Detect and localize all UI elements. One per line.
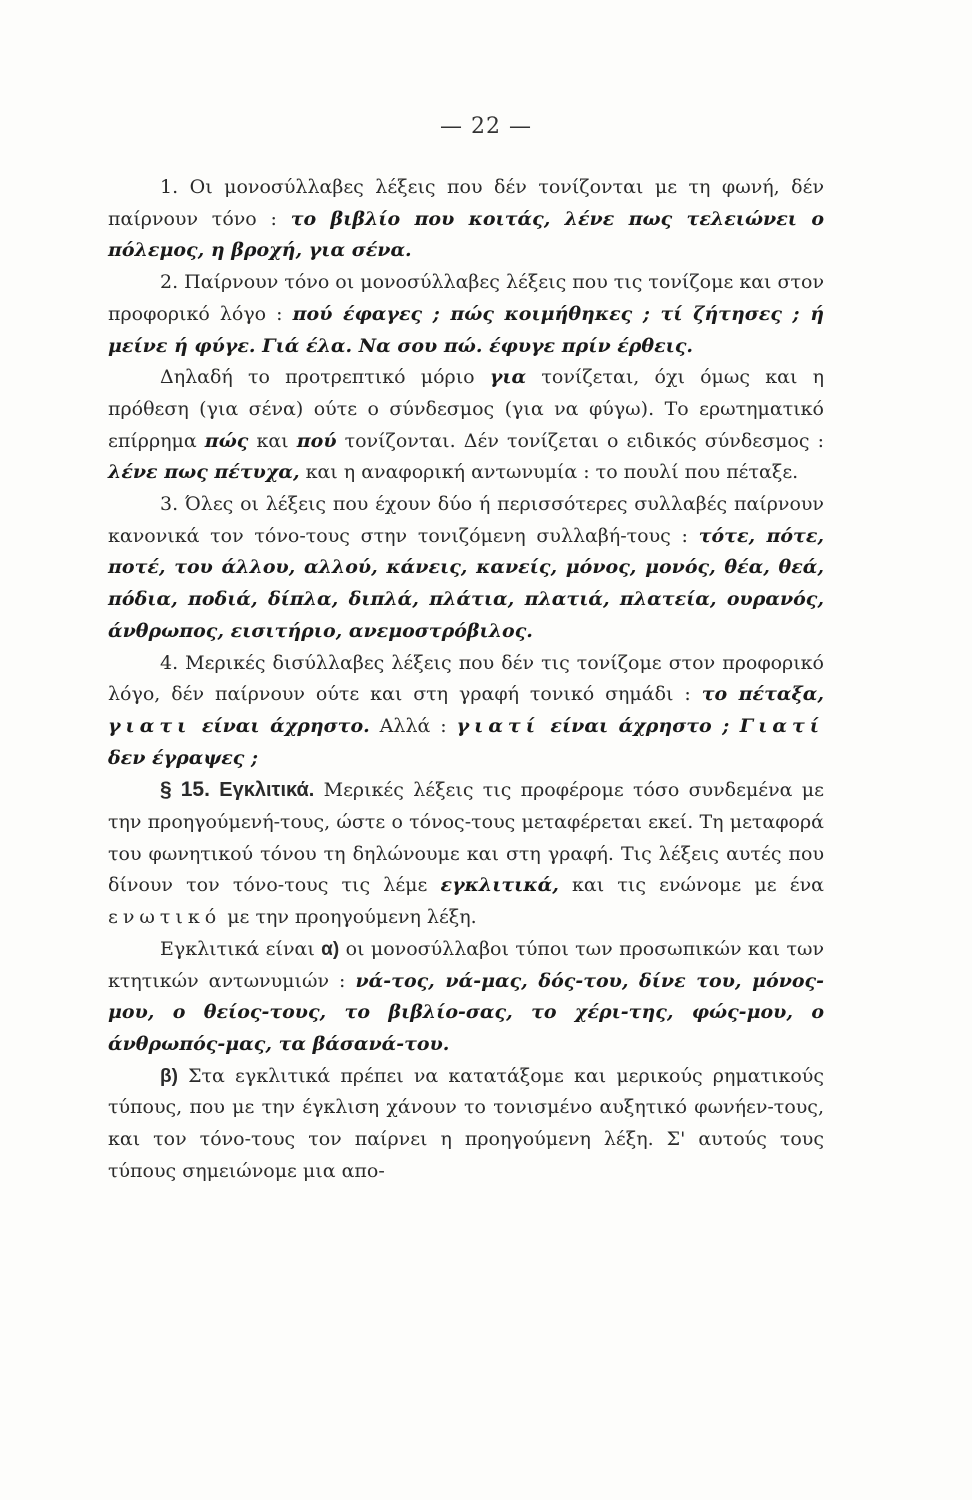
paragraph-text: Αλλά : [369,714,457,737]
page-body [108,172,824,1188]
example-text: για [489,366,527,389]
spaced-term: ενωτικό [108,906,222,929]
section-number: § 15. [160,778,210,802]
example-text: πώς [204,429,249,452]
paragraph-text: 2. Παίρνουν τόνο οι μονοσύλλαβες λέξεις που τις τονίζομε και στον προφορικό λόγο : [108,271,825,325]
page-number: — 22 — [440,114,532,139]
example-text: είναι άχρηστο ; [539,714,740,737]
paragraph-beta [108,1061,824,1188]
paragraph-text: Εγκλιτικά είναι [160,937,322,960]
paragraph-2 [108,267,824,362]
spaced-example: γιατί [456,714,540,737]
example-text: νά-τος, νά-μας, δός-του, δίνε του, μόνος-μου, ο θείος-τους, το βιβλίο-σας, το χέρι-της, φώς-μου, ο άνθρωπός-μας, τα βάσανά-του. [108,969,825,1055]
paragraph-text: τονίζεται, όχι όμως και η πρόθεση (για σένα) ούτε ο σύνδεσμος (για να φύγω). Το ερωτηματικό επίρρημα [108,366,824,452]
paragraph-text: και [248,429,297,452]
section-title: Εγκλιτικά. [219,779,315,802]
example-text: δεν έγραψες ; [108,746,259,769]
spaced-example: Γιατί [739,714,825,737]
paragraph-text: Δηλαδή το προτρεπτικό μόριο [160,366,490,389]
paragraph-3 [108,362,824,489]
term-text: εγκλιτικά, [440,874,559,897]
spaced-example: γιατι [108,714,192,737]
paragraph-text: 4. Μερικές δισύλλαβες λέξεις που δέν τις τονίζομε στον προφορικό λόγο, δέν παίρνουν ούτε και στη γραφή τονικό σημάδι : [108,651,824,706]
example-text: πού έφαγες ; πώς κοιμήθηκες ; τί ζήτησες ; ή μείνε ή φύγε. Γιά έλα. Να σου πώ. έφυγε πρίν έρθεις. [108,302,825,357]
example-text: πού [296,429,337,452]
paragraph-text: οι μονοσύλλαβοι τύποι των προσωπικών και των κτητικών αντωνυμιών : [108,937,824,992]
paragraph-1 [108,172,824,267]
paragraph-5 [108,648,824,775]
paragraph-text: και η αναφορική αντωνυμία : το πουλί που πέταξε. [299,461,799,484]
paragraph-alpha [108,934,824,1061]
paragraph-text: 1. Οι μονοσύλλαβες λέξεις που δέν τονίζονται με τη φωνή, δέν παίρνουν τόνο : [108,176,824,230]
paragraph-text: Μερικές λέξεις τις προφέρομε τόσο συνδεμένα με την προηγούμενή-τους, ώστε ο τόνος-τους μεταφέρεται εκεί. Τη μεταφορά του φωνητικού τόνου τη δηλώνουμε και στη γραφή. Τις λέξεις αυτές που δίνουν τον τόνο-τους τις λέμε [108,779,824,897]
paragraph-4 [108,489,824,648]
example-text: τότε, πότε, ποτέ, του άλλου, αλλού, κάνεις, κανείς, μόνος, μονός, θέα, θεά, πόδια, ποδιά, δίπλα, διπλά, πλάτια, πλατιά, πλατεία, ουρανός, άνθρωπος, εισιτήριο, ανεμοστρόβιλος. [108,524,824,642]
paragraph-text: τονίζονται. Δέν τονίζεται ο ειδικός σύνδεσμος : [336,429,824,452]
example-text: είναι άχρηστο. [191,714,370,737]
paragraph-text: με την προηγούμενη λέξη. [221,906,477,929]
example-text: λένε πως πέτυχα, [108,461,300,484]
example-text: το πέταξα, [701,683,824,706]
item-label: α) [321,938,340,960]
example-text: το βιβλίο που κοιτάς, λένε πως τελειώνει ο πόλεμος, η βροχή, για σένα. [108,207,824,262]
paragraph-text: και τις ενώνομε με ένα [558,874,824,897]
paragraph-text: Στα εγκλιτικά πρέπει να κατατάξομε και μερικούς ρηματικούς τύπους, που με την έγκλιση χάνουν το τονισμένο αυξητικό φωνήεν-τους, και τον τόνο-τους τον παίρνει η προηγούμενη λέξη. Σ' αυτούς τους τύπους σημειώνομε μια απο- [108,1064,824,1182]
paragraph-section-15 [108,774,824,934]
paragraph-text: 3. Όλες οι λέξεις που έχουν δύο ή περισσότερες συλλαβές παίρνουν κανονικά τον τόνο-τους στην τονιζόμενη συλλαβή-τους : [108,493,824,547]
item-label: β) [160,1065,178,1087]
